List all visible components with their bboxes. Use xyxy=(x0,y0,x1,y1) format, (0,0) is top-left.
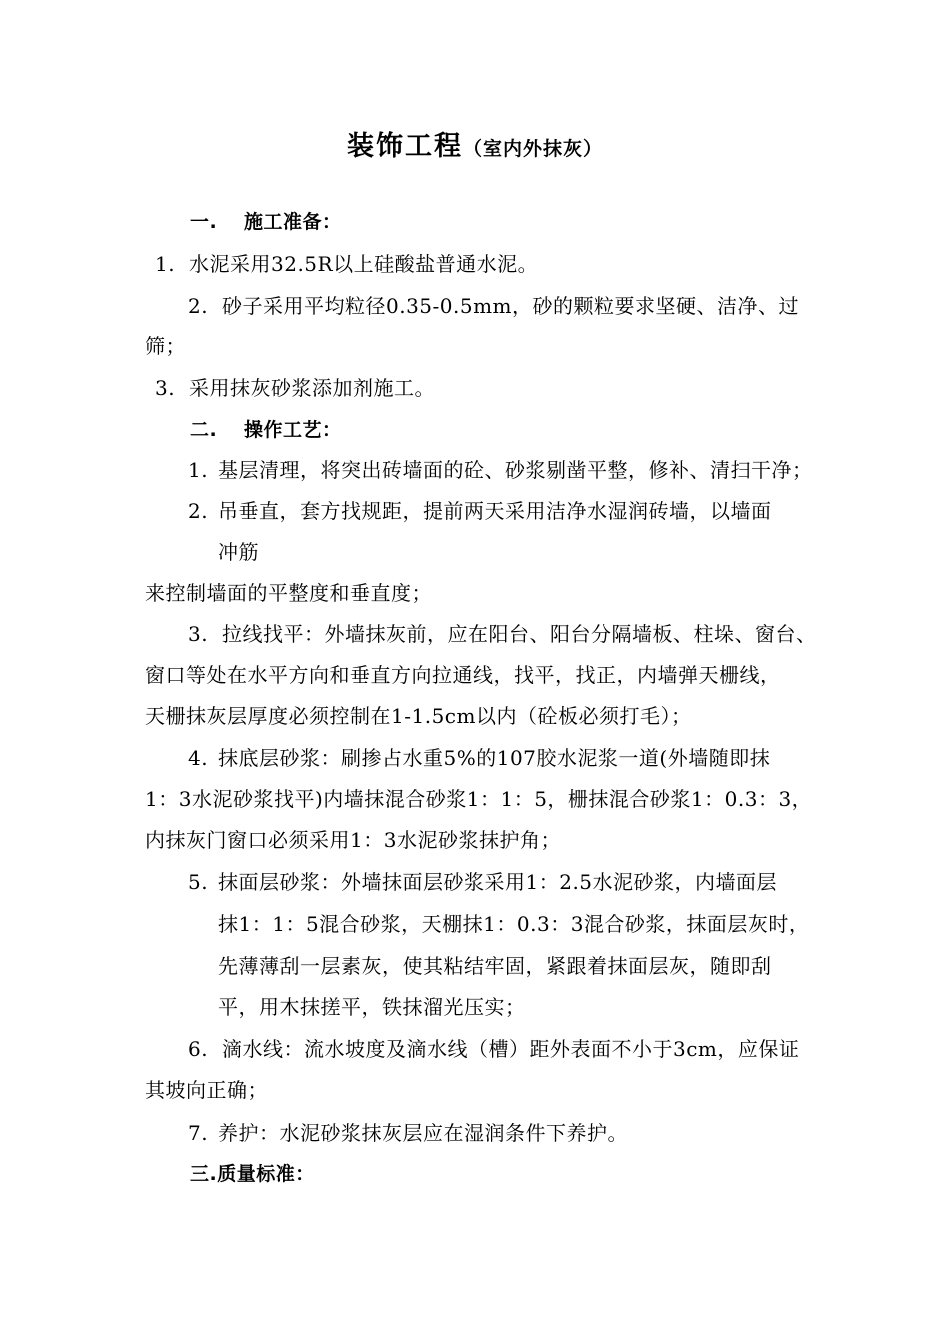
item-text: 拉线找平：外墙抹灰前，应在阳台、阳台分隔墙板、柱垛、窗台、 xyxy=(222,622,817,646)
process-item-6-line-2: 其坡向正确； xyxy=(145,1078,268,1102)
item-text: 水泥采用32.5R以上硅酸盐普通水泥。 xyxy=(189,252,539,276)
section-label: 质量标准： xyxy=(217,1163,315,1185)
section-heading-3 xyxy=(190,1162,315,1186)
section-number: 二. xyxy=(190,419,218,441)
prep-item-3 xyxy=(155,376,435,400)
section-heading-1 xyxy=(190,210,342,234)
item-text: 养护：水泥砂浆抹灰层应在湿润条件下养护。 xyxy=(218,1121,628,1145)
prep-item-1 xyxy=(155,252,538,276)
process-item-6 xyxy=(188,1037,799,1061)
item-text: 吊垂直，套方找规距，提前两天采用洁净水湿润砖墙，以墙面 xyxy=(218,499,772,523)
process-item-5-line-3: 先薄薄刮一层素灰，使其粘结牢固，紧跟着抹面层灰，随即刮 xyxy=(218,954,772,978)
process-item-4 xyxy=(188,746,770,770)
process-item-4-line-2: 1：3水泥砂浆找平)内墙抹混合砂浆1：1：5，栅抹混合砂浆1：0.3：3， xyxy=(145,787,813,811)
process-item-2-line-2: 冲筋 xyxy=(218,540,259,564)
item-number: 4. xyxy=(188,746,209,770)
item-number: 5. xyxy=(188,870,209,894)
process-item-2-line-3: 来控制墙面的平整度和垂直度； xyxy=(145,581,432,605)
prep-item-2-continuation: 筛； xyxy=(145,334,186,358)
process-item-3-line-2: 窗口等处在水平方向和垂直方向拉通线，找平，找正，内墙弹天栅线， xyxy=(145,663,781,687)
item-text: 砂子采用平均粒径0.35-0.5mm，砂的颗粒要求坚硬、洁净、过 xyxy=(222,294,800,318)
process-item-2 xyxy=(188,499,772,523)
section-number: 一. xyxy=(190,211,218,233)
process-item-1 xyxy=(188,458,813,482)
process-item-5-line-4: 平，用木抹搓平，铁抹溜光压实； xyxy=(218,995,526,1019)
item-text: 滴水线：流水坡度及滴水线（槽）距外表面不小于3cm，应保证 xyxy=(222,1037,800,1061)
item-number: 6. xyxy=(188,1037,209,1061)
prep-item-2 xyxy=(188,294,799,318)
section-heading-2 xyxy=(190,418,342,442)
process-item-7 xyxy=(188,1121,628,1145)
item-number: 1. xyxy=(188,458,209,482)
item-number: 2. xyxy=(188,499,209,523)
page-title xyxy=(0,124,950,163)
process-item-4-line-3: 内抹灰门窗口必须采用1：3水泥砂浆抹护角； xyxy=(145,828,561,852)
item-number: 2. xyxy=(188,294,209,318)
item-text: 采用抹灰砂浆添加剂施工。 xyxy=(189,376,435,400)
process-item-5-line-2: 抹1：1：5混合砂浆，天棚抹1：0.3：3混合砂浆，抹面层灰时， xyxy=(218,912,810,936)
item-text: 基层清理，将突出砖墙面的砼、砂浆剔凿平整，修补、清扫干净； xyxy=(218,458,813,482)
title-main: 装饰工程 xyxy=(346,131,463,162)
process-item-5 xyxy=(188,870,777,894)
section-number: 三. xyxy=(190,1163,218,1185)
process-item-3 xyxy=(188,622,817,646)
title-sub: （室内外抹灰） xyxy=(462,138,603,160)
section-label: 施工准备： xyxy=(244,211,342,233)
process-item-3-line-3: 天栅抹灰层厚度必须控制在1-1.5cm以内（砼板必须打毛）； xyxy=(145,704,692,728)
item-number: 3. xyxy=(188,622,209,646)
item-number: 1. xyxy=(155,252,176,276)
item-number: 7. xyxy=(188,1121,209,1145)
item-text: 抹底层砂浆：刷掺占水重5%的107胶水泥浆一道(外墙随即抹 xyxy=(218,746,771,770)
item-text: 抹面层砂浆：外墙抹面层砂浆采用1：2.5水泥砂浆，内墙面层 xyxy=(218,870,778,894)
item-number: 3. xyxy=(155,376,176,400)
section-label: 操作工艺： xyxy=(244,419,342,441)
